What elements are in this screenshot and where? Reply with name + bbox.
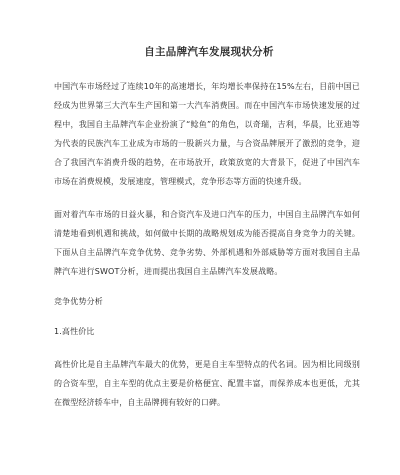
section-heading: 竞争优势分析: [54, 297, 103, 306]
document-title: 自主品牌汽车发展现状分析: [144, 46, 274, 58]
swot-intro-paragraph: 面对着汽车市场的日益火暴，和合资汽车及进口汽车的压力，中国自主品牌汽车如何清楚地看到机遇和挑战，如何做中长期的战略规划成为能否提高自身竞争力的关键。下面从自主品牌汽车竞争优势、竞争劣势、外部机遇和外部威胁等方面对我国自主品牌汽车进行SWOT分析，进而提出我国自主品牌汽车发展战略。: [54, 210, 360, 276]
intro-paragraph: 中国汽车市场经过了连续10年的高速增长，年均增长率保持在15%左右，目前中国已经成为世界第三大汽车生产国和第一大汽车消费国。而在中国汽车市场快速发展的过程中，我国自主品牌汽车企业扮演了“鲶鱼”的角色，以奇瑞，吉利，华晨，比亚迪等为代表的民族汽车工业成为市场的一股新兴力量，与合资品牌展开了激烈的竞争，迎合了我国汽车消费升级的趋势，在市场放开，政策放宽的大背景下，促进了中国汽车市场在消费规模，发展速度，管理模式，竞争形态等方面的快速升级。: [54, 82, 360, 186]
sub-paragraph: 高性价比是自主品牌汽车最大的优势，更是自主车型特点的代名词。因为相比同级别的合资车型，自主车型的优点主要是价格便宜、配置丰富，而保养成本也更低，尤其在微型经济轿车中，自主品牌拥有较好的口碑。: [54, 360, 360, 407]
sub-heading: 1.高性价比: [54, 327, 95, 336]
